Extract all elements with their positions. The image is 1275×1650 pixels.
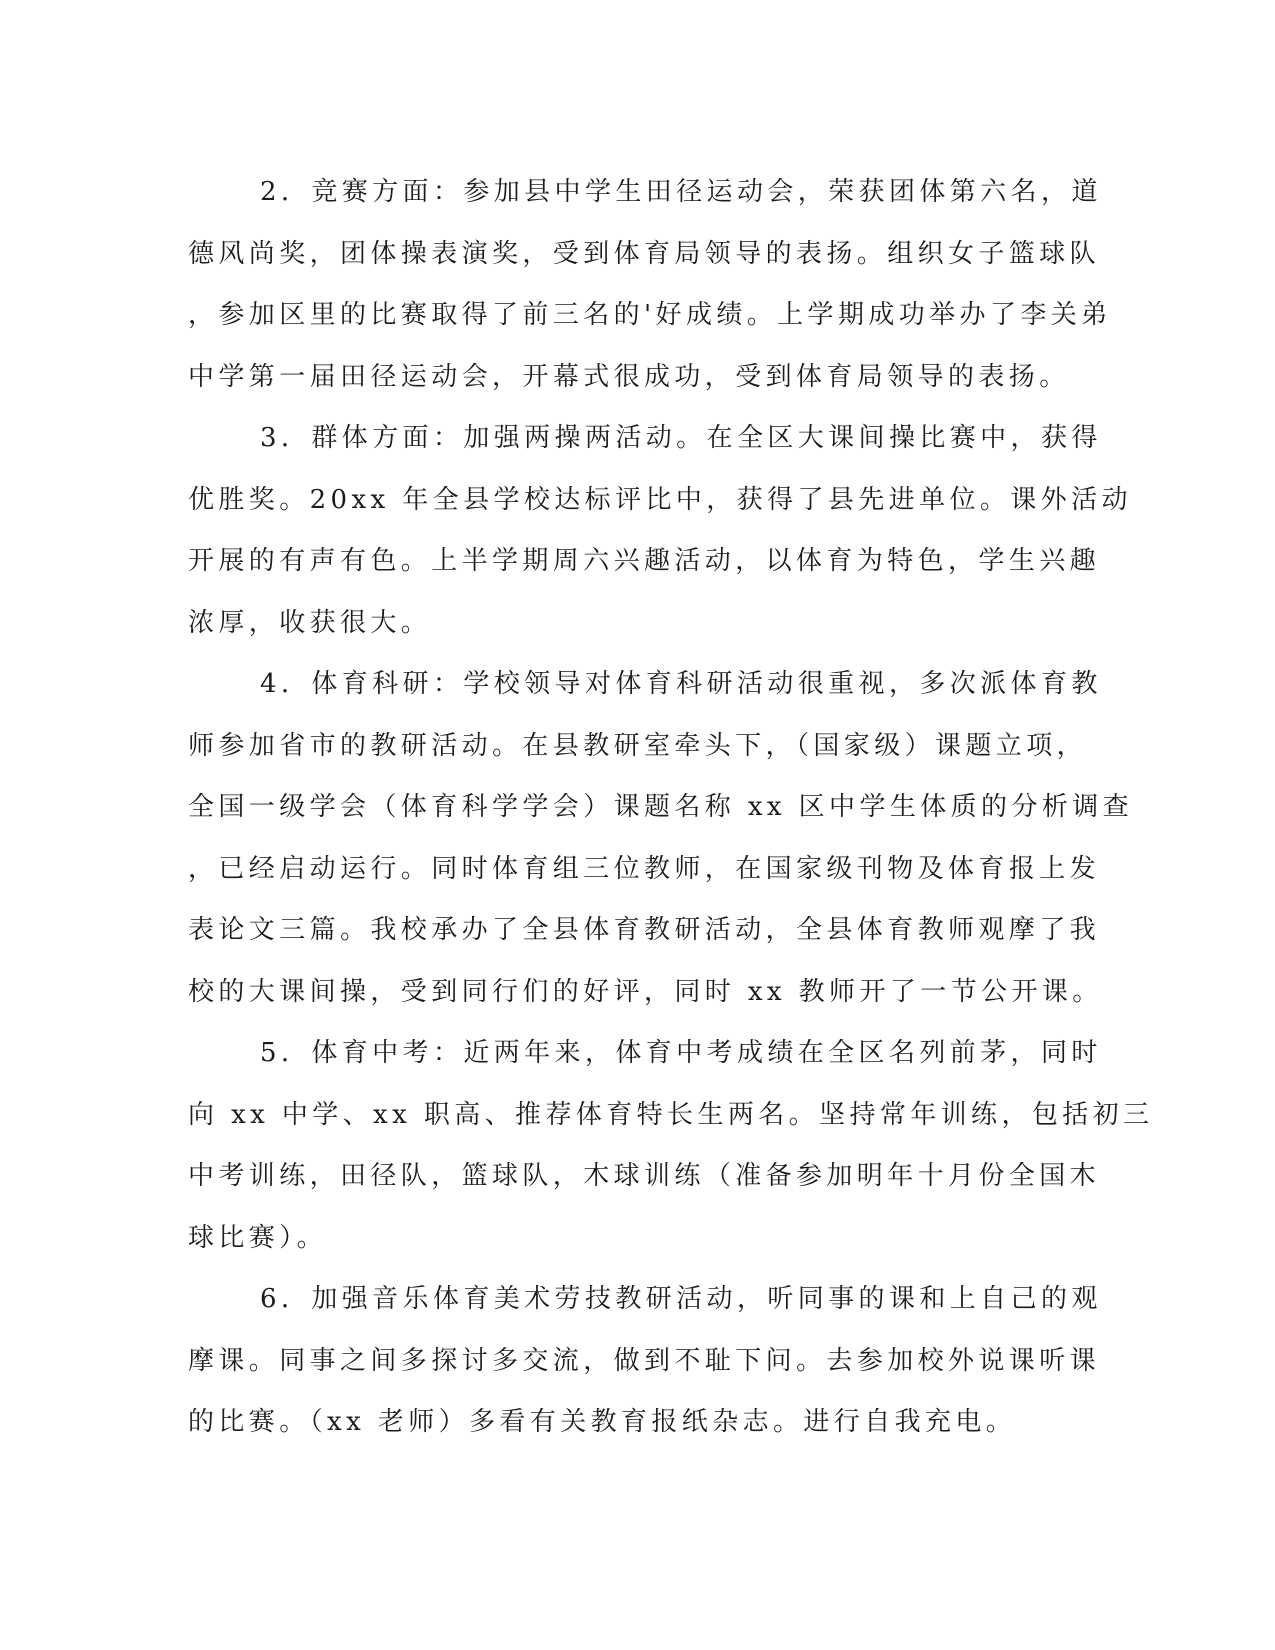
paragraph-group-activities — [188, 408, 1132, 654]
text-line: 校的大课间操，受到同行们的好评，同时 xx 教师开了一节公开课。 — [188, 976, 1103, 1007]
text-line: 师参加省市的教研活动。在县教研室牵头下，（国家级）课题立项， — [188, 730, 1088, 761]
paragraph-competition — [188, 162, 1112, 408]
paragraph-sports-research — [188, 654, 1134, 1023]
text-line: ，已经启动运行。同时体育组三位教师，在国家级刊物及体育报上发 — [188, 853, 1101, 884]
text-line: 5．体育中考：近两年来，体育中考成绩在全区名列前茅，同时 — [260, 1038, 1102, 1068]
paragraph-teaching-research — [188, 1269, 1102, 1454]
text-line: 球比赛）。 — [188, 1222, 328, 1253]
text-line: 3．群体方面：加强两操两活动。在全区大课间操比赛中，获得 — [260, 423, 1102, 453]
paragraph-pe-exam — [188, 1023, 1154, 1269]
text-line: 4．体育科研：学校领导对体育科研活动很重视，多次派体育教 — [260, 669, 1102, 699]
text-line: 表论文三篇。我校承办了全县体育教研活动，全县体育教师观摩了我 — [188, 915, 1101, 945]
text-line: 6．加强音乐体育美术劳技教研活动，听同事的课和上自己的观 — [260, 1284, 1102, 1314]
text-line: 全国一级学会（体育科学学会）课题名称 xx 区中学生体质的分析调查 — [188, 792, 1134, 822]
text-line: 中学第一届田径运动会，开幕式很成功，受到体育局领导的表扬。 — [188, 361, 1070, 392]
text-line: 中考训练，田径队，篮球队，木球训练（准备参加明年十月份全国木 — [188, 1161, 1101, 1191]
text-line: 的比赛。（xx 老师）多看有关教育报纸杂志。进行自我充电。 — [188, 1407, 1017, 1437]
document-body — [188, 162, 1154, 1454]
text-line: ，参加区里的比赛取得了前三名的'好成绩。上学期成功举办了李关弟 — [188, 300, 1112, 330]
text-line: 摩课。同事之间多探讨多交流，做到不耻下问。去参加校外说课听课 — [188, 1345, 1101, 1376]
text-line: 向 xx 中学、xx 职高、推荐体育特长生两名。坚持常年训练，包括初三 — [188, 1099, 1154, 1130]
text-line: 2．竞赛方面：参加县中学生田径运动会，荣获团体第六名，道 — [260, 177, 1102, 207]
text-line: 德风尚奖，团体操表演奖，受到体育局领导的表扬。组织女子篮球队 — [188, 238, 1101, 269]
text-line: 优胜奖。20xx 年全县学校达标评比中，获得了县先进单位。课外活动 — [188, 484, 1132, 515]
text-line: 开展的有声有色。上半学期周六兴趣活动，以体育为特色，学生兴趣 — [188, 546, 1101, 576]
text-line: 浓厚，收获很大。 — [188, 607, 432, 638]
